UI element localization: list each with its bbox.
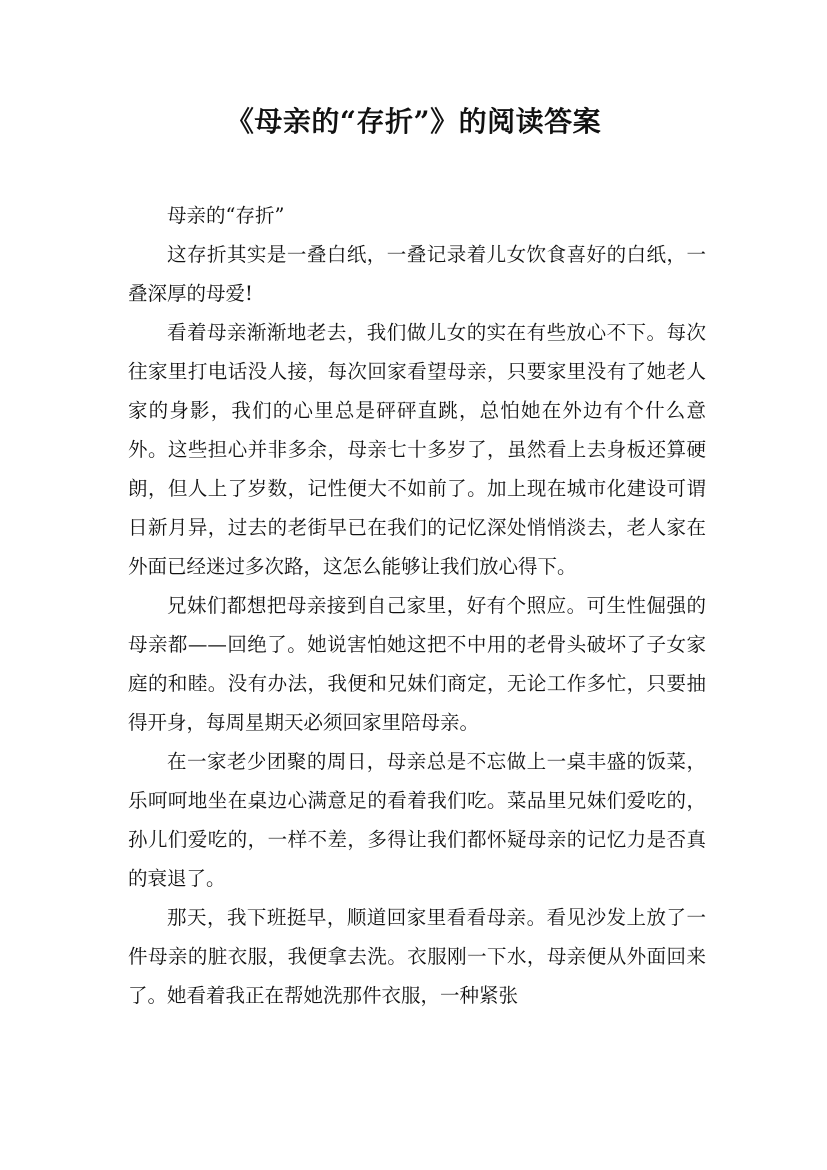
document-body	[128, 196, 706, 1015]
paragraph: 兄妹们都想把母亲接到自己家里，好有个照应。可生性倔强的母亲都——回绝了。她说害怕她这把不中用的老骨头破坏了子女家庭的和睦。没有办法，我便和兄妹们商定，无论工作多忙，只要抽得开身，每周星期天必须回家里陪母亲。	[128, 594, 706, 734]
document-title: 《母亲的“存折”》的阅读答案	[225, 105, 602, 138]
paragraph: 看着母亲渐渐地老去，我们做儿女的实在有些放心不下。每次往家里打电话没人接，每次回家看望母亲，只要家里没有了她老人家的身影，我们的心里总是砰砰直跳，总怕她在外边有个什么意外。这些担心并非多余，母亲七十多岁了，虽然看上去身板还算硬朗，但人上了岁数，记性便大不如前了。加上现在城市化建设可谓日新月异，过去的老街早已在我们的记忆深处悄悄淡去，老人家在外面已经迷过多次路，这怎么能够让我们放心得下。	[128, 321, 706, 578]
paragraph-subtitle: 母亲的“存折”	[167, 204, 285, 227]
paragraph: 在一家老少团聚的周日，母亲总是不忘做上一桌丰盛的饭菜，乐呵呵地坐在桌边心满意足的看着我们吃。菜品里兄妹们爱吃的，孙儿们爱吃的，一样不差，多得让我们都怀疑母亲的记忆力是否真的衰退了。	[128, 750, 706, 890]
paragraph: 这存折其实是一叠白纸，一叠记录着儿女饮食喜好的白纸，一叠深厚的母爱!	[128, 243, 706, 305]
paragraph: 那天，我下班挺早，顺道回家里看看母亲。看见沙发上放了一件母亲的脏衣服，我便拿去洗。衣服刚一下水，母亲便从外面回来了。她看着我正在帮她洗那件衣服，一种紧张	[128, 906, 706, 1007]
